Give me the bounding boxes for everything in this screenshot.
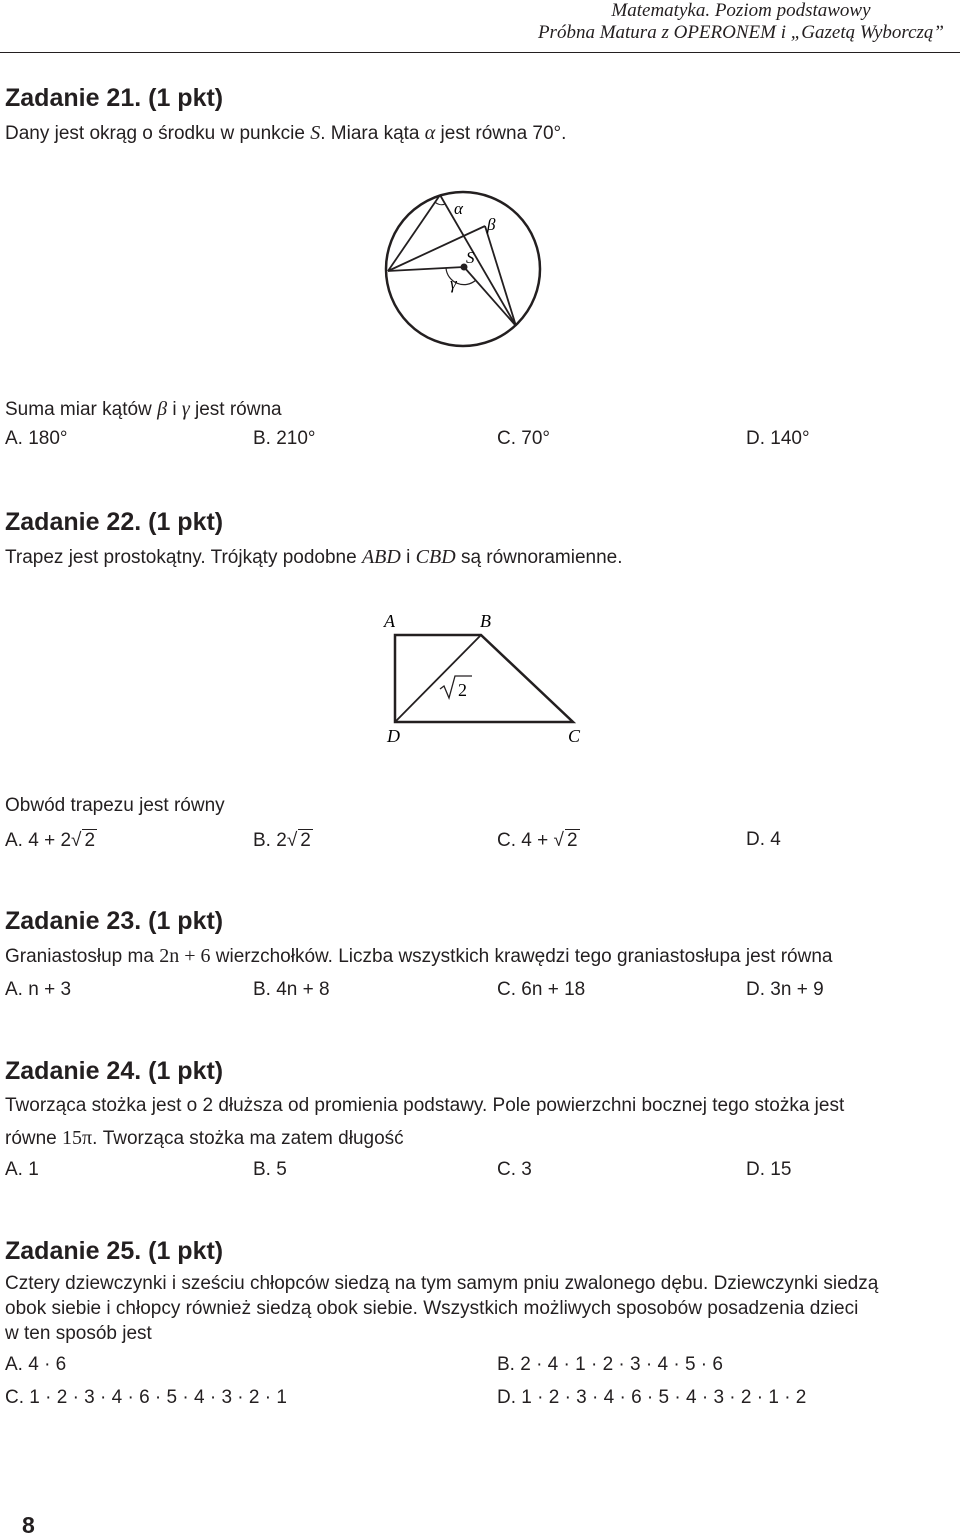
task-23-text [5,945,832,968]
task-23-option-c: C. 6n + 18 [497,979,586,1000]
symbol-gamma: γ [181,398,190,420]
task-21-text-b: . Miara kąta [320,123,420,144]
task-25-title: Zadanie 25. [5,1237,142,1265]
circle-figure [380,186,560,366]
task-24-option-d: D. 15 [746,1159,792,1180]
task-21-question-a: Suma miar kątów [5,399,152,420]
task-25-heading [5,1237,223,1266]
task-21-points: (1 pkt) [148,84,224,112]
task-23-option-d: D. 3n + 9 [746,979,824,1000]
chord-line [485,226,516,326]
task-21-heading [5,84,223,113]
label-s: S [466,248,475,267]
task-21-text-a: Dany jest okrąg o środku w punkcie [5,123,305,144]
task-22-option-d: D. 4 [746,829,781,850]
sqrt-sign [440,676,472,698]
task-25-option-d: D. 1 · 2 · 3 · 4 · 6 · 5 · 4 · 3 · 2 · 1 · 2 [497,1387,807,1408]
task-23-text-a: Graniastosłup ma [5,946,154,967]
header-subject: Matematyka. Poziom podstawowy [611,0,871,21]
label-gamma: γ [450,274,457,293]
sqrt-sign-icon: √ [71,830,82,851]
task-24-option-b: B. 5 [253,1159,287,1180]
expression: 15π [62,1127,93,1149]
trapezoid-figure [378,608,598,748]
task-21-question [5,398,282,421]
task-21-option-a: A. 180° [5,428,68,449]
task-22-option-b [253,829,313,852]
task-23-heading [5,907,223,936]
page-number: 8 [22,1512,35,1538]
symbol-alpha: α [424,122,436,144]
task-23-text-b: wierzchołków. Liczba wszystkich krawędzi tego graniastosłupa jest równa [215,946,833,967]
task-25-points: (1 pkt) [148,1237,224,1265]
radius-line [464,267,516,326]
option-b-prefix: B. 2 [253,830,287,851]
task-25-line-2: obok siebie i chłopcy również siedzą obok siebie. Wszystkich możliwych sposobów posadzenia dzieci [5,1298,859,1319]
task-24-line-2-a: równe [5,1128,57,1149]
label-beta: β [487,215,496,234]
sqrt-sign-icon: √ [286,830,298,851]
task-25-option-a: A. 4 · 6 [5,1354,67,1375]
task-22-points: (1 pkt) [148,508,224,536]
task-21-text [5,122,566,145]
task-22-text [5,546,623,569]
header [538,0,944,44]
radicand: 2 [84,830,96,851]
task-23-option-b: B. 4n + 8 [253,979,330,1000]
task-22-option-a [5,829,97,852]
task-24-line-2-b: . Tworząca stożka ma zatem długość [92,1128,404,1149]
task-25-option-c: C. 1 · 2 · 3 · 4 · 6 · 5 · 4 · 3 · 2 · 1 [5,1387,287,1408]
task-21-question-i: i [172,399,177,420]
task-24-option-a: A. 1 [5,1159,39,1180]
task-21-question-b: jest równa [195,399,282,420]
task-22-question: Obwód trapezu jest równy [5,795,225,816]
task-23-option-a: A. n + 3 [5,979,72,1000]
task-22-title: Zadanie 22. [5,508,142,536]
task-22-heading [5,508,223,537]
trapezoid-outline [395,635,573,722]
task-25-line-1: Cztery dziewczynki i sześciu chłopców siedzą na tym samym pniu zwalonego dębu. Dziewczynki siedzą [5,1273,879,1294]
task-24-title: Zadanie 24. [5,1057,142,1085]
task-21-option-d: D. 140° [746,428,810,449]
diagonal-bd [395,635,481,722]
task-24-option-c: C. 3 [497,1159,532,1180]
task-22-text-i: i [406,547,411,568]
chord-line [440,195,516,326]
task-25-option-b: B. 2 · 4 · 1 · 2 · 3 · 4 · 5 · 6 [497,1354,723,1375]
task-21-title: Zadanie 21. [5,84,142,112]
label-alpha: α [454,199,463,218]
task-21-option-b: B. 210° [253,428,316,449]
symbol-cbd: CBD [415,546,456,568]
symbol-s: S [310,122,321,144]
expression: 2n + 6 [159,945,211,967]
sqrt-sign-icon: √ [553,830,564,851]
task-23-title: Zadanie 23. [5,907,142,935]
label-d: D [387,726,400,746]
task-22-option-c [497,829,580,852]
task-21-option-c: C. 70° [497,428,551,449]
label-b: B [480,611,491,631]
label-diagonal: 2 [458,680,467,700]
option-a-prefix: A. 4 + 2 [5,830,72,851]
task-25-line-3: w ten sposób jest [5,1323,152,1344]
radius-line [388,267,464,271]
task-24-line-2 [5,1127,404,1150]
symbol-beta: β [157,398,168,420]
label-c: C [568,726,581,746]
task-21-text-c: jest równa 70°. [440,123,567,144]
radicand: 2 [566,830,578,851]
radicand: 2 [300,830,311,851]
header-rule [0,52,960,53]
task-24-heading [5,1057,223,1086]
task-24-points: (1 pkt) [148,1057,224,1085]
task-23-points: (1 pkt) [148,907,224,935]
task-24-line-1: Tworząca stożka jest o 2 dłuższa od promienia podstawy. Pole powierzchni bocznej tego stożka jest [5,1095,845,1116]
task-22-text-a: Trapez jest prostokątny. Trójkąty podobne [5,547,357,568]
symbol-abd: ABD [361,546,401,568]
option-c-prefix: C. 4 + [497,830,549,851]
task-22-text-b: są równoramienne. [460,547,623,568]
header-exam-title: Próbna Matura z OPERONEM i „Gazetą Wyborczą” [537,22,944,43]
label-a: A [384,611,395,631]
